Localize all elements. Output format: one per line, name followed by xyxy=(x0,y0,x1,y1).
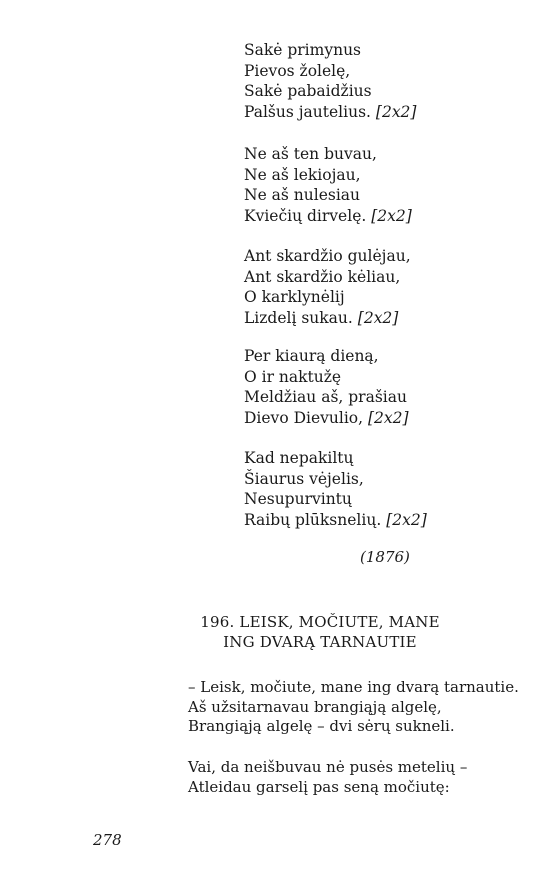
verse-line: O ir naktužę xyxy=(244,367,342,386)
verse-line: Ne aš nulesiau xyxy=(244,186,361,204)
refrain-mark: [2x2] xyxy=(371,206,412,225)
text-line: Vai, da neišbuvau nė pusės metelių – xyxy=(188,758,468,776)
verse-line: Kviečių dirvelę. [2x2] xyxy=(244,206,412,225)
verse-line: Ant skardžio kėliau, xyxy=(244,267,401,286)
verse-line: Nesupurvintų xyxy=(244,490,352,508)
stanza-5 xyxy=(244,448,427,530)
verse-line: Šiaurus vėjelis, xyxy=(244,469,364,488)
verse-line: Per kiaurą dieną, xyxy=(244,347,379,365)
verse-line: Meldžiau aš, prašiau xyxy=(244,388,407,406)
song-title-line-1: 196. LEISK, MOČIUTE, MANE xyxy=(200,613,440,631)
verse-line: Ant skardžio gulėjau, xyxy=(244,247,411,265)
verse-line: Kad nepakiltų xyxy=(244,449,354,467)
text-line: Atleidau garselį pas seną močiutę: xyxy=(188,777,450,796)
prose-block-2 xyxy=(188,758,467,797)
verse-line: O karklynėlij xyxy=(244,288,345,306)
song-date: (1876) xyxy=(360,548,410,566)
stanza-4 xyxy=(244,346,409,428)
prose-block-1 xyxy=(188,678,519,737)
verse-line: Ne aš ten buvau, xyxy=(244,145,377,163)
verse-line: Pievos žolelę, xyxy=(244,61,351,80)
song-title-line-2: ING DVARĄ TARNAUTIE xyxy=(223,633,417,651)
verse-line: Palšus jautelius. [2x2] xyxy=(244,102,417,121)
text-line: – Leisk, močiute, mane ing dvarą tarnautie. xyxy=(188,678,519,696)
text-line: Aš užsitarnavau brangiąją algelę, xyxy=(188,697,442,716)
text-line: Brangiąją algelę – dvi sėrų sukneli. xyxy=(188,717,455,735)
verse-line: Sakė pabaidžius xyxy=(244,82,372,100)
stanza-2 xyxy=(244,144,412,226)
verse-line: Lizdelį sukau. [2x2] xyxy=(244,308,399,327)
refrain-mark: [2x2] xyxy=(357,308,399,327)
stanza-1 xyxy=(244,40,416,122)
verse-line: Ne aš lekiojau, xyxy=(244,165,361,184)
page-number: 278 xyxy=(93,831,122,849)
stanza-3 xyxy=(244,246,411,328)
verse-line: Raibų plūksnelių. [2x2] xyxy=(244,510,427,529)
refrain-mark: [2x2] xyxy=(367,408,409,427)
song-title xyxy=(160,612,480,652)
verse-line: Sakė primynus xyxy=(244,41,362,59)
verse-line: Dievo Dievulio, [2x2] xyxy=(244,408,409,427)
refrain-mark: [2x2] xyxy=(375,102,417,121)
refrain-mark: [2x2] xyxy=(386,510,427,529)
